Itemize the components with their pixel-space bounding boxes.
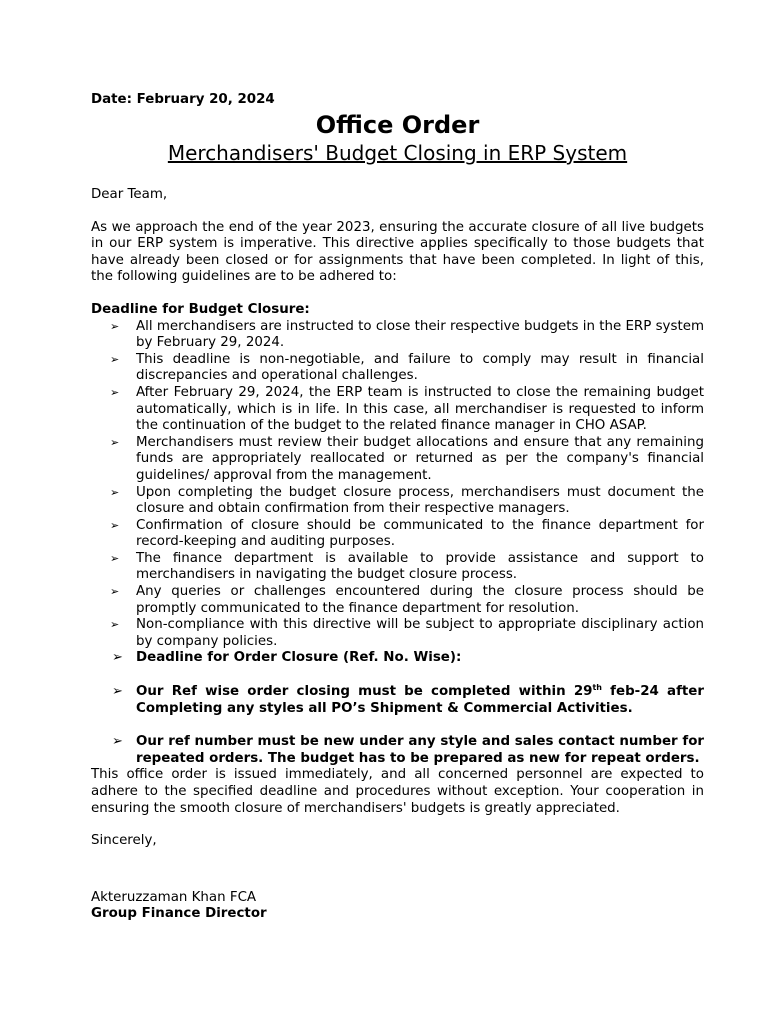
greeting: Dear Team, <box>91 187 168 202</box>
arrow-bullet-icon: ➢ <box>110 352 120 366</box>
document-date: Date: February 20, 2024 <box>91 92 275 107</box>
signoff: Sincerely, <box>91 833 157 849</box>
order-deadline-item <box>91 650 704 667</box>
list-item <box>91 352 704 385</box>
list-item <box>91 485 704 518</box>
ref-wise-text-start: Our Ref wise order closing must be completed within 29 <box>136 684 593 700</box>
list-item-text: Confirmation of closure should be communicated to the finance department for record-keeping and auditing purposes. <box>136 517 704 550</box>
ordinal-suffix: th <box>592 683 602 693</box>
document-subtitle: Merchandisers' Budget Closing in ERP System <box>167 141 628 165</box>
arrow-bullet-icon: ➢ <box>110 551 120 565</box>
list-item-text: This deadline is non-negotiable, and failure to comply may result in financial discrepancies and operational challenges. <box>136 351 704 384</box>
list-item <box>91 551 704 584</box>
arrow-bullet-icon: ➢ <box>110 485 120 499</box>
ref-wise-closing-item <box>91 684 704 717</box>
budget-closure-heading: Deadline for Budget Closure: <box>91 301 310 317</box>
arrow-bullet-icon: ➢ <box>110 518 120 532</box>
office-order-document <box>91 92 704 923</box>
list-item <box>91 584 704 617</box>
list-item <box>91 617 704 650</box>
arrow-bullet-icon: ➢ <box>110 435 120 449</box>
list-item-text: After February 29, 2024, the ERP team is instructed to close the remaining budget automatically, which is in life. In this case, all merchandiser is requested to inform the continuation of the budget to the related finance manager in CHO ASAP. <box>136 384 704 434</box>
arrow-bullet-icon: ➢ <box>112 734 123 750</box>
list-item-text: Non-compliance with this directive will be subject to appropriate disciplinary action by company policies. <box>136 617 704 649</box>
list-item-text: Any queries or challenges encountered during the closure process should be promptly communicated to the finance department for resolution. <box>136 584 704 616</box>
ref-number-item <box>91 734 704 767</box>
guideline-list <box>91 319 704 651</box>
arrow-bullet-icon: ➢ <box>112 650 123 666</box>
arrow-bullet-icon: ➢ <box>110 585 120 599</box>
list-item-text: Merchandisers must review their budget allocations and ensure that any remaining funds are appropriately reallocated or returned as per the company's financial guidelines/ approval from the management. <box>136 434 704 483</box>
arrow-bullet-icon: ➢ <box>110 385 120 399</box>
document-title: Office Order <box>315 111 480 139</box>
list-item-text: The finance department is available to provide assistance and support to merchandisers in navigating the budget closure process. <box>136 550 704 583</box>
list-item <box>91 319 704 352</box>
order-deadline-text: Deadline for Order Closure (Ref. No. Wise): <box>136 650 462 666</box>
order-closure-list <box>91 650 704 767</box>
signer-title: Group Finance Director <box>91 906 267 922</box>
list-item <box>91 518 704 551</box>
intro-paragraph: As we approach the end of the year 2023, ensuring the accurate closure of all live budgets in our ERP system is imperative. This directive applies specifically to those budgets that have already been closed or for assignments that have been completed. In light of this, the following guidelines are to be adhered to: <box>91 219 704 285</box>
closing-paragraph: This office order is issued immediately, and all concerned personnel are expected to adhere to the specified deadline and procedures without exception. Your cooperation in ensuring the smooth closure of merchandisers' budgets is greatly appreciated. <box>91 767 704 816</box>
list-item <box>91 385 704 435</box>
ref-wise-text-end: feb-24 after Completing any styles all PO’s Shipment & Commercial Activities. <box>136 684 704 716</box>
ref-number-text: Our ref number must be new under any style and sales contact number for repeated orders. The budget has to be prepared as new for repeat orders. <box>136 734 704 766</box>
arrow-bullet-icon: ➢ <box>112 684 123 700</box>
signer-name: Akteruzzaman Khan FCA <box>91 889 257 905</box>
list-item <box>91 435 704 485</box>
list-item-text: All merchandisers are instructed to close their respective budgets in the ERP system by February 29, 2024. <box>136 318 704 351</box>
list-item-text: Upon completing the budget closure process, merchandisers must document the closure and obtain confirmation from their respective managers. <box>136 484 704 517</box>
arrow-bullet-icon: ➢ <box>110 618 120 632</box>
arrow-bullet-icon: ➢ <box>110 319 120 333</box>
